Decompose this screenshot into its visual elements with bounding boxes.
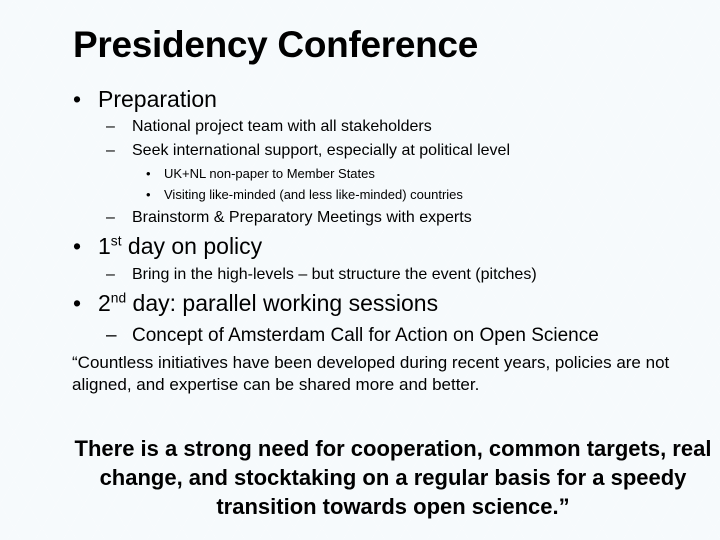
subitem-label: National project team with all stakeholders [132,118,432,135]
bullet-preparation [73,86,217,113]
subsubitem-label: Visiting like-minded (and less like-minded) countries [164,187,463,202]
bullet-label: day: parallel working sessions [132,290,439,316]
day-ordinal-suffix: st [110,233,122,249]
subitem-high-levels [106,266,537,284]
bullet-day-2 [73,290,438,317]
bullet-day-1 [73,233,262,260]
day-number: 1 [98,233,111,259]
dash-icon: – [106,325,117,346]
slide-title: Presidency Conference [73,24,478,65]
subitem-label: Brainstorm & Preparatory Meetings with experts [132,209,472,226]
subsubitem-non-paper [146,166,375,181]
bullet-icon: • [146,166,151,181]
dash-icon: – [106,118,115,135]
subitem-label: Concept of Amsterdam Call for Action on Open Science [132,325,599,346]
subitem-project-team [106,118,432,136]
bullet-icon: • [73,290,82,316]
conclusion-text: There is a strong need for cooperation, common targets, real change, and stocktaking on a regular basis for a speedy transition towards open science.” [74,436,712,519]
subitem-label: Bring in the high-levels – but structure the event (pitches) [132,266,537,283]
subitem-amsterdam-call [106,325,599,347]
subitem-label: Seek international support, especially at political level [132,142,510,159]
bullet-icon: • [73,86,82,112]
bullet-icon: • [73,233,82,259]
quote-text: “Countless initiatives have been developed during recent years, policies are not aligned, and expertise can be shared more and better. [72,353,670,394]
dash-icon: – [106,142,115,159]
dash-icon: – [106,209,115,226]
day-ordinal-suffix: nd [110,290,127,306]
bullet-label: Preparation [98,86,217,112]
subitem-international-support [106,142,510,160]
dash-icon: – [106,266,115,283]
subsubitem-label: UK+NL non-paper to Member States [164,166,375,181]
subsubitem-visiting-countries [146,187,463,202]
bullet-label: day on policy [127,233,263,259]
bullet-icon: • [146,187,151,202]
subitem-brainstorm [106,209,472,227]
day-number: 2 [98,290,111,316]
